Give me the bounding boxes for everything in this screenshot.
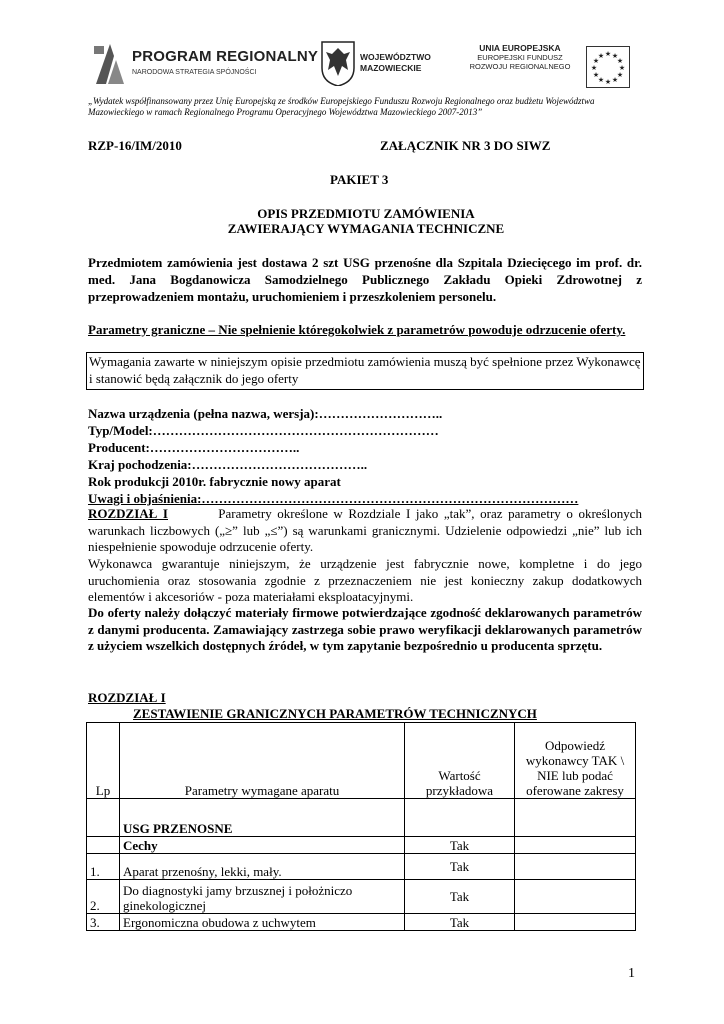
- ue-line1: UNIA EUROPEJSKA: [479, 43, 561, 53]
- row-param: Aparat przenośny, lekki, mały.: [120, 854, 405, 880]
- svg-text:★: ★: [611, 52, 619, 60]
- section-label: ROZDZIAŁ I: [88, 690, 166, 705]
- device-heading: USG PRZENOSNE: [120, 799, 405, 837]
- package-label: PAKIET 3: [330, 172, 389, 187]
- svg-text:★: ★: [611, 76, 619, 84]
- title-line2: ZAWIERAJĄCY WYMAGANIA TECHNICZNE: [227, 221, 505, 236]
- subject-paragraph: Przedmiotem zamówienia jest dostawa 2 szt USG przenośne dla Szpitala Dziecięcego im prof. dr. med. Jana Bogdanowicza Samodzielnego Publicznego Zakładu Opieki Zdrowotnej z przeprowadzeniem montażu, uruchomieniem i przeszkoleniem personelu.: [88, 255, 642, 304]
- row-answer[interactable]: [515, 880, 636, 914]
- program-subtitle: NARODOWA STRATEGIA SPÓJNOŚCI: [132, 69, 257, 76]
- cofinancing-note: „Wydatek współfinansowany przez Unię Europejską ze środków Europejskiego Funduszu Rozwoju Regionalnego oraz budżetu Województwa Mazowieckiego w ramach Regionalnego Programu Operacyjnego Województwa Mazowieckiego 2007-2013”: [88, 96, 595, 117]
- row-answer[interactable]: [515, 914, 636, 931]
- row-value: Tak: [405, 880, 515, 914]
- eu-flag-icon: [586, 46, 630, 88]
- header-lp: Lp: [87, 723, 120, 799]
- row-param: Do diagnostyki jamy brzusznej i położniczo ginekologicznej: [120, 880, 405, 914]
- table-row: [87, 854, 636, 880]
- ue-line3: ROZWOJU REGIONALNEGO: [469, 62, 571, 71]
- field-producer: Producent:……………………………..: [88, 440, 300, 455]
- row-value: Tak: [405, 854, 515, 880]
- rozdzial-label: ROZDZIAŁ I: [88, 506, 168, 521]
- requirements-box-text: Wymagania zawarte w niniejszym opisie przedmiotu zamówienia muszą być spełnione przez Wykonawcę i stanowić będą załącznik do jego oferty: [89, 354, 641, 386]
- logo-unia-europejska: [456, 44, 636, 88]
- program-title: PROGRAM REGIONALNY: [132, 48, 319, 65]
- ue-line2: EUROPEJSKI FUNDUSZ: [477, 53, 563, 62]
- row-lp: 2.: [87, 880, 120, 914]
- header-value: Wartość przykładowa: [405, 723, 515, 799]
- table-row-device: [87, 799, 636, 837]
- table-header-row: [87, 723, 636, 799]
- wojewodztwo-line2: MAZOWIECKIE: [360, 63, 422, 73]
- title-line1: OPIS PRZEDMIOTU ZAMÓWIENIA: [257, 206, 475, 221]
- svg-text:★: ★: [604, 50, 612, 58]
- table-row: [87, 914, 636, 931]
- svg-text:★: ★: [590, 64, 598, 72]
- materials-paragraph: Do oferty należy dołączyć materiały firmowe potwierdzające zgodność deklarowanych parametrów z danymi producenta. Zamawiający zastrzega sobie prawo weryfikacji deklarowanych parametrów z użyciem wszelkich dostępnych źródeł, w tym zapytanie bezpośrednio u producenta sprzętu.: [88, 605, 642, 653]
- table-row: [87, 880, 636, 914]
- eagle-crest-icon: [320, 40, 356, 86]
- attachment-label: ZAŁĄCZNIK NR 3 DO SIWZ: [380, 138, 551, 153]
- field-type-model: Typ/Model:…………………………………………………………: [88, 423, 439, 438]
- field-device-name: Nazwa urządzenia (pełna nazwa, wersja):………………………..: [88, 406, 443, 421]
- svg-text:★: ★: [597, 52, 605, 60]
- features-heading: Cechy: [120, 837, 405, 854]
- wojewodztwo-line1: WOJEWÓDZTWO: [360, 52, 431, 62]
- requirements-box: [86, 352, 644, 390]
- field-remarks: Uwagi i objaśnienia:……………………………………………………………………………: [88, 491, 579, 506]
- reference-number: RZP-16/IM/2010: [88, 138, 182, 153]
- field-country: Kraj pochodzenia:…………………………………..: [88, 457, 368, 472]
- features-value: Tak: [405, 837, 515, 854]
- page-number: 1: [628, 966, 635, 981]
- ue-text: [456, 44, 584, 71]
- header-params: Parametry wymagane aparatu: [120, 723, 405, 799]
- row-param: Ergonomiczna obudowa z uchwytem: [120, 914, 405, 931]
- row-answer[interactable]: [515, 854, 636, 880]
- svg-text:★: ★: [604, 78, 612, 86]
- table-row-features: [87, 837, 636, 854]
- guarantee-paragraph: Wykonawca gwarantuje niniejszym, że urządzenie jest fabrycznie nowe, kompletne i do jego uruchomienia oraz stosowania zgodnie z przeznaczeniem nie jest konieczny zakup dodatkowych elementów i akcesoriów - poza materiałami eksploatacyjnymi.: [88, 556, 642, 604]
- row-value: Tak: [405, 914, 515, 931]
- program-regionalny-emblem-icon: [92, 40, 128, 88]
- params-limit: Parametry graniczne – Nie spełnienie któregokolwiek z parametrów powoduje odrzucenie oferty.: [88, 322, 626, 337]
- rozdzial-paragraph: [88, 506, 642, 556]
- logo-program-regionalny: [92, 38, 319, 90]
- row-lp: 3.: [87, 914, 120, 931]
- wojewodztwo-text: [360, 52, 431, 74]
- header-answer: Odpowiedź wykonawcy TAK \ NIE lub podać oferowane zakresy: [515, 723, 636, 799]
- row-lp: 1.: [87, 854, 120, 880]
- section-title: ZESTAWIENIE GRANICZNYCH PARAMETRÓW TECHNICZNYCH: [133, 706, 537, 721]
- svg-text:★: ★: [592, 71, 600, 79]
- svg-text:★: ★: [616, 71, 624, 79]
- svg-text:★: ★: [618, 64, 626, 72]
- field-production-year: Rok produkcji 2010r. fabrycznie nowy aparat: [88, 474, 341, 489]
- svg-text:★: ★: [616, 57, 624, 65]
- parameters-table: [86, 722, 636, 931]
- logo-wojewodztwo: [320, 40, 440, 88]
- rozdzial-text: Parametry określone w Rozdziale I jako „tak”, oraz parametry o określonych warunkach liczbowych („≥” lub „≤”) są warunkami granicznymi. Udzielenie odpowiedzi „nie” lub ich niespełnienie spowoduje odrzucenie oferty.: [88, 506, 642, 554]
- svg-text:★: ★: [597, 76, 605, 84]
- svg-text:★: ★: [592, 57, 600, 65]
